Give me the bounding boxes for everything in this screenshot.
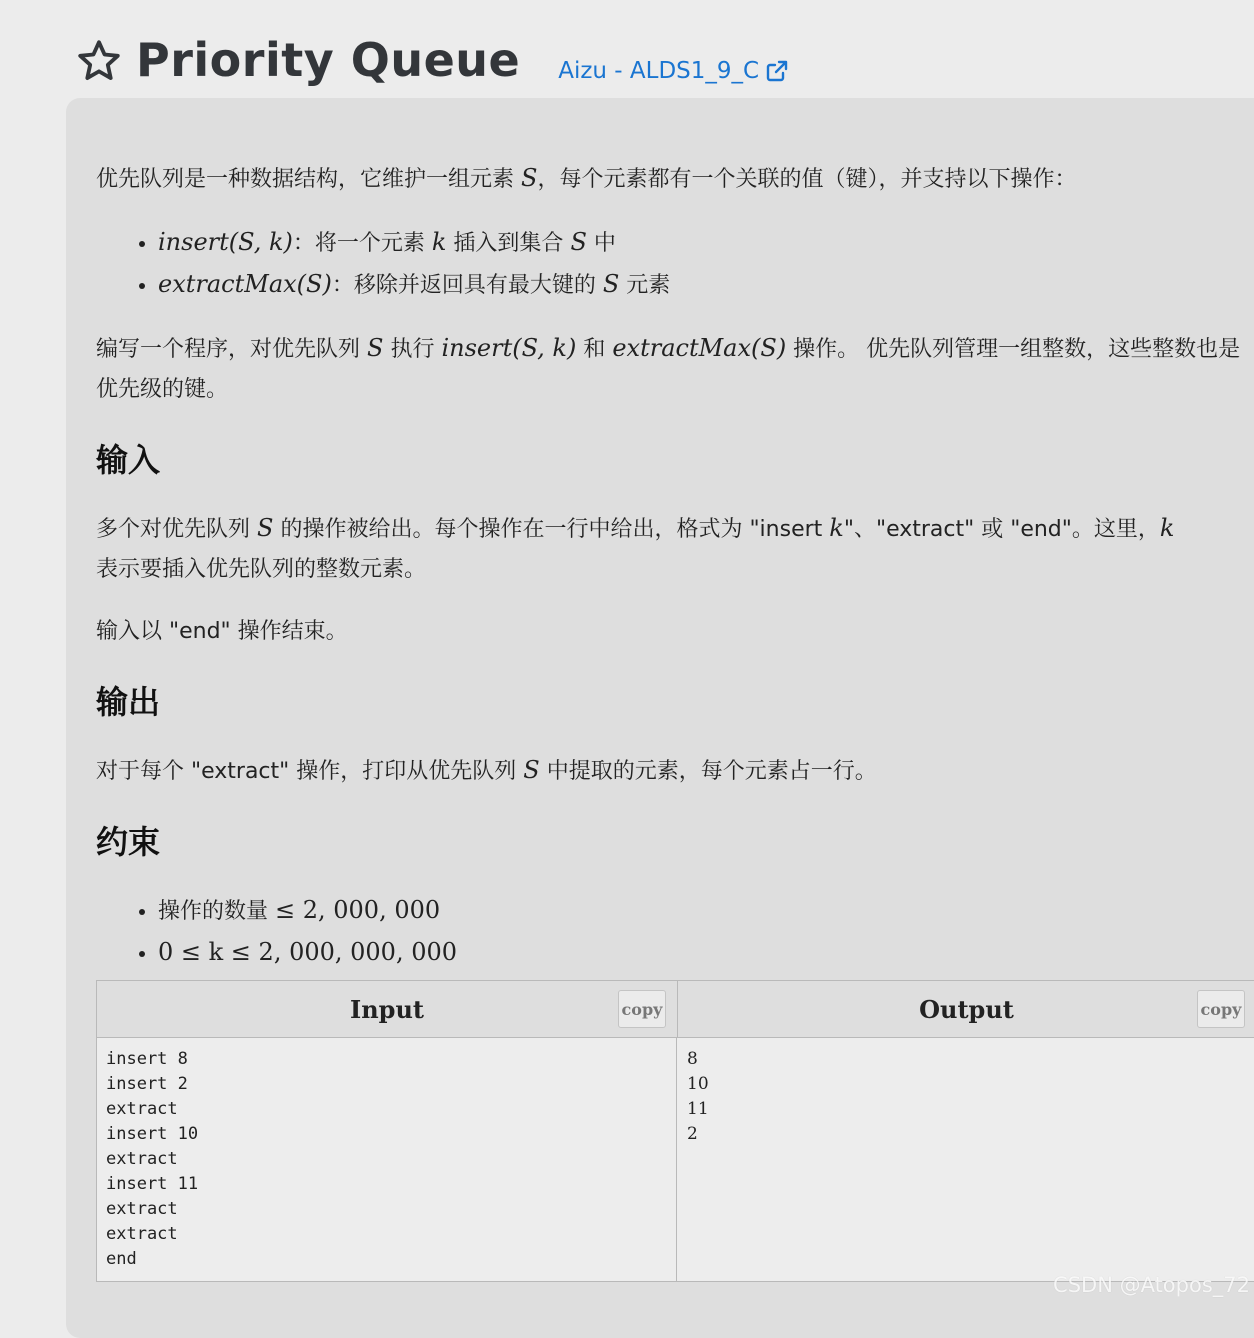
page-title: Priority Queue (136, 30, 520, 90)
copy-input-button[interactable]: copy (618, 990, 666, 1028)
input-header-label: Input (350, 995, 424, 1024)
external-link-icon[interactable] (765, 59, 789, 83)
output-column-header (678, 981, 1254, 1038)
constraints-heading: 约束 (96, 814, 1254, 870)
output-line: 11 (687, 1097, 1246, 1122)
task-paragraph: 编写一个程序，对优先队列 S 执行 insert(S, k) 和 extractMax(S) 操作。 优先队列管理一组整数，这些整数也是优先级的键。 (96, 328, 1254, 410)
sample-io-table (96, 980, 1254, 1282)
watermark: CSDN @Atopos_72 (1053, 1273, 1250, 1297)
input-line: insert 2 (106, 1072, 667, 1097)
problem-statement (96, 158, 1254, 996)
sample-output[interactable] (678, 1038, 1254, 1281)
input-line: end (106, 1247, 667, 1272)
output-line: 2 (687, 1122, 1246, 1147)
list-item: • insert(S, k)：将一个元素 k 插入到集合 S 中 (158, 222, 1254, 264)
input-line: extract (106, 1097, 667, 1122)
input-end-paragraph: 输入以 "end" 操作结束。 (96, 612, 1254, 652)
operations-list (96, 222, 1254, 306)
constraints-list (96, 890, 1254, 974)
list-item: • 0 ≤ k ≤ 2, 000, 000, 000 (158, 932, 1254, 974)
input-heading: 输入 (96, 432, 1254, 488)
star-icon[interactable] (76, 38, 122, 84)
input-line: extract (106, 1222, 667, 1247)
output-header-label: Output (919, 995, 1014, 1024)
sample-input[interactable] (97, 1038, 677, 1281)
input-line: insert 10 (106, 1122, 667, 1147)
output-paragraph: 对于每个 "extract" 操作，打印从优先队列 S 中提取的元素，每个元素占一行。 (96, 750, 1254, 792)
input-line: insert 8 (106, 1047, 667, 1072)
input-line: extract (106, 1147, 667, 1172)
copy-output-button[interactable]: copy (1197, 990, 1245, 1028)
source-link-label[interactable]: Aizu - ALDS1_9_C (558, 58, 759, 84)
list-item: • 操作的数量 ≤ 2, 000, 000 (158, 890, 1254, 932)
title-row (76, 30, 789, 90)
list-item: • extractMax(S)：移除并返回具有最大键的 S 元素 (158, 264, 1254, 306)
output-line: 10 (687, 1072, 1246, 1097)
output-line: 8 (687, 1047, 1246, 1072)
input-column-header (97, 981, 678, 1038)
intro-paragraph: 优先队列是一种数据结构，它维护一组元素 S，每个元素都有一个关联的值（键），并支持以下操作： (96, 158, 1254, 200)
source-link[interactable] (558, 58, 789, 84)
input-line: extract (106, 1197, 667, 1222)
output-heading: 输出 (96, 674, 1254, 730)
input-line: insert 11 (106, 1172, 667, 1197)
input-paragraph: 多个对优先队列 S 的操作被给出。每个操作在一行中给出，格式为 "insert k"、"extract" 或 "end"。这里，k 表示要插入优先队列的整数元素。 (96, 508, 1254, 590)
